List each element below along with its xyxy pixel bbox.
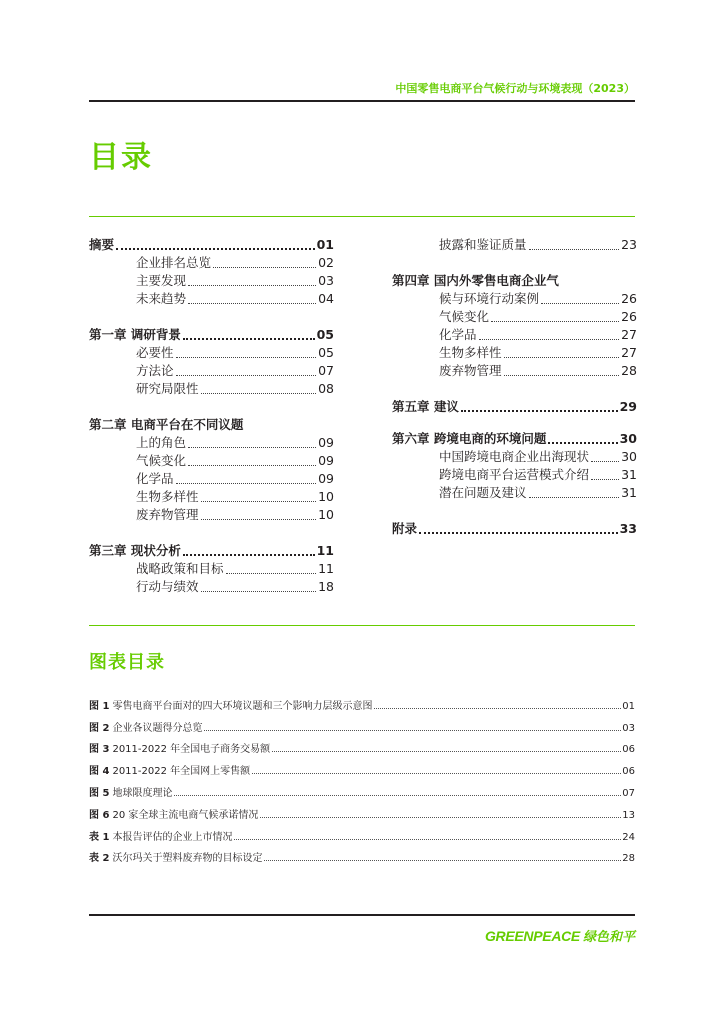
toc-entry-label: 第六章 跨境电商的环境问题 [392, 431, 547, 446]
footer-rule [89, 914, 635, 916]
header-report-title: 中国零售电商平台气候行动与环境表现（2023） [395, 82, 635, 95]
toc-entry-label: 化学品 [136, 471, 174, 486]
figure-entry[interactable] [89, 777, 635, 799]
toc-section-entry[interactable] [89, 560, 334, 578]
dot-leader [504, 357, 620, 358]
figure-label: 表 2 [89, 853, 110, 865]
toc-page-number: 11 [318, 561, 334, 576]
dot-leader [419, 532, 618, 534]
toc-page-number: 11 [316, 543, 334, 558]
toc-page-number: 05 [318, 345, 334, 360]
dot-leader [252, 773, 621, 774]
toc-entry-label: 生物多样性 [439, 345, 502, 360]
page-title: 目录 [89, 140, 153, 175]
dot-leader [591, 479, 619, 480]
dot-leader [591, 461, 619, 462]
logo-text-cn: 绿色和平 [582, 930, 635, 945]
toc-page-number: 10 [318, 489, 334, 504]
toc-page-number: 27 [621, 327, 637, 342]
header-rule [89, 100, 635, 102]
toc-page-number: 10 [318, 507, 334, 522]
toc-spacer [89, 524, 334, 542]
toc-spacer [392, 380, 637, 398]
figures-title: 图表目录 [89, 652, 165, 673]
toc-entry-label: 战略政策和目标 [136, 561, 224, 576]
toc-section-entry[interactable] [392, 484, 637, 502]
figure-entry[interactable] [89, 821, 635, 843]
figures-list [89, 690, 635, 864]
toc-page-number: 09 [318, 435, 334, 450]
dot-leader [188, 447, 316, 448]
figure-entry[interactable] [89, 843, 635, 865]
toc-spacer [392, 502, 637, 520]
dot-leader [188, 285, 316, 286]
toc-chapter-entry[interactable] [392, 398, 637, 416]
dot-leader [188, 303, 316, 304]
figure-page-number: 06 [622, 744, 635, 756]
toc-entry-label: 方法论 [136, 363, 174, 378]
toc-chapter-entry[interactable] [392, 520, 637, 538]
dot-leader [201, 519, 317, 520]
figure-label: 图 5 [89, 787, 110, 799]
toc-section-entry[interactable] [89, 362, 334, 380]
toc-page-number: 07 [318, 363, 334, 378]
dot-leader [201, 591, 317, 592]
toc-section-entry[interactable] [392, 326, 637, 344]
toc-spacer [89, 398, 334, 416]
dot-leader [183, 338, 315, 340]
figure-entry[interactable] [89, 712, 635, 734]
toc-page-number: 02 [318, 255, 334, 270]
dot-leader [201, 393, 317, 394]
toc-page-number: 18 [318, 579, 334, 594]
toc-spacer [89, 308, 334, 326]
toc-page-number: 33 [619, 521, 637, 536]
toc-divider [89, 625, 635, 626]
toc-entry-label: 生物多样性 [136, 489, 199, 504]
toc-section-entry[interactable] [392, 308, 637, 326]
figure-page-number: 24 [622, 831, 635, 843]
toc-section-entry[interactable] [392, 344, 637, 362]
toc-entry-label: 跨境电商平台运营模式介绍 [439, 467, 590, 482]
toc-entry-label: 第三章 现状分析 [89, 543, 181, 558]
dot-leader [491, 321, 619, 322]
figure-entry[interactable] [89, 755, 635, 777]
figure-caption: 2011-2022 年全国网上零售额 [112, 766, 251, 778]
toc-entry-label: 未来趋势 [136, 291, 187, 306]
toc-section-entry[interactable] [392, 236, 637, 254]
dot-leader [548, 442, 617, 444]
figure-page-number: 03 [622, 722, 635, 734]
dot-leader [374, 708, 621, 709]
dot-leader [201, 501, 317, 502]
figure-page-number: 01 [622, 700, 635, 712]
toc-page-number: 04 [318, 291, 334, 306]
toc-entry-label: 第一章 调研背景 [89, 327, 181, 342]
toc-chapter-entry[interactable] [392, 290, 637, 308]
toc-page-number: 23 [621, 237, 637, 252]
toc-chapter-entry[interactable] [89, 236, 334, 254]
toc-entry-label: 气候变化 [439, 309, 490, 324]
dot-leader [174, 795, 621, 796]
toc-page-number: 30 [621, 449, 637, 464]
figure-caption: 2011-2022 年全国电子商务交易额 [112, 744, 271, 756]
toc-section-entry[interactable] [392, 466, 637, 484]
toc-page-number: 26 [621, 309, 637, 324]
dot-leader [176, 483, 317, 484]
toc-section-entry[interactable] [89, 506, 334, 524]
toc-section-entry[interactable] [89, 470, 334, 488]
toc-page-number: 26 [621, 291, 637, 306]
figure-caption: 地球限度理论 [112, 787, 173, 799]
figure-page-number: 13 [622, 809, 635, 821]
figure-caption: 沃尔玛关于塑料废弃物的目标设定 [112, 853, 263, 865]
dot-leader [188, 465, 316, 466]
toc-section-entry[interactable] [89, 254, 334, 272]
figure-page-number: 28 [622, 853, 635, 865]
figure-caption: 零售电商平台面对的四大环境议题和三个影响力层级示意图 [112, 700, 373, 712]
dot-leader [541, 303, 619, 304]
dot-leader [504, 375, 620, 376]
dot-leader [226, 573, 317, 574]
toc-entry-label: 第五章 建议 [392, 399, 459, 414]
toc-section-entry[interactable] [89, 488, 334, 506]
toc-entry-label: 废弃物管理 [136, 507, 199, 522]
dot-leader [204, 730, 621, 731]
toc-entry-label: 废弃物管理 [439, 363, 502, 378]
dot-leader [260, 817, 621, 818]
toc-entry-label: 披露和鉴证质量 [439, 237, 527, 252]
figure-label: 图 4 [89, 766, 110, 778]
toc-left-column [89, 236, 334, 596]
figure-label: 图 6 [89, 809, 110, 821]
toc-entry-label: 研究局限性 [136, 381, 199, 396]
toc-entry-label: 主要发现 [136, 273, 187, 288]
toc-page-number: 09 [318, 453, 334, 468]
toc-entry-label: 附录 [392, 521, 418, 536]
figure-label: 图 3 [89, 744, 110, 756]
toc-page-number: 31 [621, 467, 637, 482]
toc-chapter-entry[interactable] [89, 434, 334, 452]
toc-section-entry[interactable] [89, 380, 334, 398]
toc-entry-label: 必要性 [136, 345, 174, 360]
toc-chapter-entry[interactable] [89, 542, 334, 560]
toc-spacer [392, 416, 637, 430]
toc-section-entry[interactable] [89, 344, 334, 362]
figure-page-number: 07 [622, 787, 635, 799]
toc-page-number: 30 [619, 431, 637, 446]
toc-entry-label: 候与环境行动案例 [439, 291, 540, 306]
toc-entry-label: 气候变化 [136, 453, 187, 468]
toc-chapter-entry[interactable] [89, 326, 334, 344]
dot-leader [116, 248, 315, 250]
toc-entry-label: 上的角色 [136, 435, 187, 450]
toc-chapter-heading[interactable]: 第二章 电商平台在不同议题 [89, 417, 244, 432]
dot-leader [176, 357, 317, 358]
figure-label: 表 1 [89, 831, 110, 843]
toc-chapter-heading[interactable]: 第四章 国内外零售电商企业气 [392, 273, 559, 288]
dot-leader [272, 751, 621, 752]
toc-page-number: 03 [318, 273, 334, 288]
dot-leader [213, 267, 316, 268]
figure-entry[interactable] [89, 734, 635, 756]
toc-entry-label: 企业排名总览 [136, 255, 212, 270]
dot-leader [183, 554, 315, 556]
dot-leader [264, 860, 621, 861]
dot-leader [529, 249, 620, 250]
dot-leader [234, 839, 621, 840]
dot-leader [461, 410, 618, 412]
toc-section-entry[interactable] [392, 448, 637, 466]
toc-entry-label: 中国跨境电商企业出海现状 [439, 449, 590, 464]
dot-leader [479, 339, 620, 340]
dot-leader [176, 375, 317, 376]
toc-right-column [392, 236, 637, 538]
logo-text-en: GREENPEACE [484, 927, 580, 944]
toc-page-number: 27 [621, 345, 637, 360]
toc-entry-label: 潜在问题及建议 [439, 485, 527, 500]
toc-section-entry[interactable] [89, 272, 334, 290]
toc-page-number: 08 [318, 381, 334, 396]
figure-caption: 本报告评估的企业上市情况 [112, 831, 233, 843]
greenpeace-logo[interactable] [485, 926, 635, 945]
toc-page-number: 31 [621, 485, 637, 500]
toc-entry-label: 化学品 [439, 327, 477, 342]
figure-page-number: 06 [622, 766, 635, 778]
toc-section-entry[interactable] [89, 452, 334, 470]
figure-caption: 20 家全球主流电商气候承诺情况 [112, 809, 259, 821]
title-divider [89, 216, 635, 217]
toc-section-entry[interactable] [392, 362, 637, 380]
figure-label: 图 2 [89, 722, 110, 734]
toc-spacer [392, 254, 637, 272]
toc-page-number: 09 [318, 471, 334, 486]
toc-page-number: 28 [621, 363, 637, 378]
dot-leader [529, 497, 620, 498]
figure-label: 图 1 [89, 700, 110, 712]
figure-entry[interactable] [89, 799, 635, 821]
toc-chapter-entry[interactable] [392, 430, 637, 448]
toc-entry-label: 摘要 [89, 237, 115, 252]
toc-entry-label: 行动与绩效 [136, 579, 199, 594]
toc-page-number: 05 [316, 327, 334, 342]
figure-entry[interactable] [89, 690, 635, 712]
toc-section-entry[interactable] [89, 290, 334, 308]
figure-caption: 企业各议题得分总览 [112, 722, 203, 734]
toc-page-number: 01 [316, 237, 334, 252]
toc-page-number: 29 [619, 399, 637, 414]
toc-section-entry[interactable] [89, 578, 334, 596]
